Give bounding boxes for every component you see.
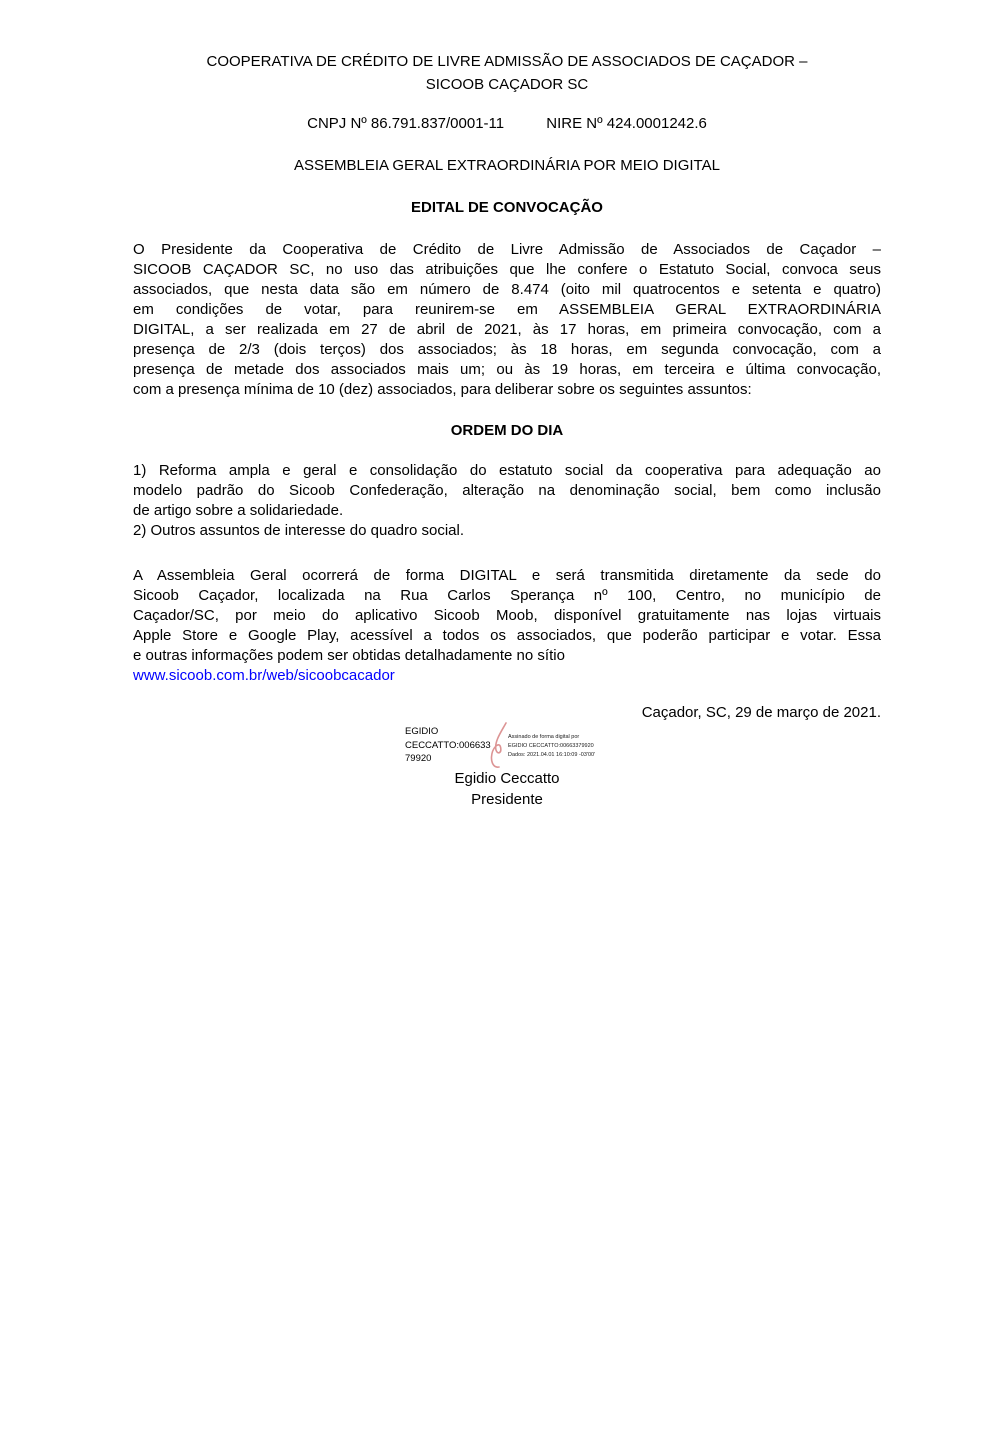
registration-ids	[133, 114, 881, 134]
document-content	[133, 50, 881, 843]
assembly-info-paragraph	[133, 566, 881, 666]
text-line: presença de 2/3 (dois terços) dos associados; às 18 horas, em segunda convocação, com a	[133, 341, 881, 358]
meeting-type-title: ASSEMBLEIA GERAL EXTRAORDINÁRIA POR MEIO DIGITAL	[294, 157, 720, 174]
text-line: Assinado de forma digital por	[508, 734, 580, 740]
nire-number: NIRE Nº 424.0001242.6	[546, 115, 707, 132]
text-line: EGIDIO	[405, 726, 439, 737]
text-line: de artigo sobre a solidariedade.	[133, 502, 344, 519]
text-line: CECCATTO:006633	[405, 739, 491, 751]
text-line: A Assembleia Geral ocorrerá de forma DIGITAL e será transmitida diretamente da sede do	[133, 567, 881, 584]
signature-details	[508, 733, 613, 760]
intro-paragraph	[133, 240, 881, 400]
text-line: Dados: 2021.04.01 16:10:09 -03'00'	[508, 752, 596, 758]
text-line: presença de metade dos associados mais um; ou às 19 horas, em terceira e última convocação,	[133, 361, 881, 378]
text-line: modelo padrão do Sicoob Confederação, alteração na denominação social, bem como inclusão	[133, 482, 881, 499]
organization-name	[133, 50, 881, 96]
document-title: EDITAL DE CONVOCAÇÃO	[411, 199, 603, 216]
text-line: O Presidente da Cooperativa de Crédito de Livre Admissão de Associados de Caçador –	[133, 241, 881, 258]
text-line: 2) Outros assuntos de interesse do quadro social.	[133, 522, 465, 539]
text-line: associados, que nesta data são em número de 8.474 (oito mil quatrocentos e setenta e quatro)	[133, 281, 881, 298]
text-line: e outras informações podem ser obtidas detalhadamente no sítio	[133, 647, 565, 664]
digital-signature-stamp[interactable]	[405, 725, 635, 775]
text-line: Caçador/SC, por meio do aplicativo Sicoob Moob, disponível gratuitamente nas lojas virtuais	[133, 607, 881, 624]
agenda-item-2	[133, 521, 881, 541]
text-line: 1) Reforma ampla e geral e consolidação do estatuto social da cooperativa para adequação ao	[133, 462, 881, 479]
cnpj-number: CNPJ Nº 86.791.837/0001-11	[307, 115, 505, 132]
text-line: COOPERATIVA DE CRÉDITO DE LIVRE ADMISSÃO DE ASSOCIADOS DE CAÇADOR –	[206, 53, 808, 70]
agenda-title: ORDEM DO DIA	[450, 422, 564, 439]
text-line: SICOOB CAÇADOR SC	[425, 76, 589, 93]
signature-area	[133, 723, 881, 843]
text-line: Sicoob Caçador, localizada na Rua Carlos Sperança nº 100, Centro, no município de	[133, 587, 881, 604]
text-line: SICOOB CAÇADOR SC, no uso das atribuições que lhe confere o Estatuto Social, convoca seus	[133, 261, 881, 278]
text-line: em condições de votar, para reunirem-se em ASSEMBLEIA GERAL EXTRAORDINÁRIA	[133, 301, 881, 318]
text-line: 79920	[405, 753, 432, 764]
text-line: Apple Store e Google Play, acessível a todos os associados, que poderão participar e votar. Essa	[133, 627, 881, 644]
website-link-line	[133, 666, 881, 686]
date-place-line: Caçador, SC, 29 de março de 2021.	[641, 704, 881, 721]
agenda-item-1	[133, 461, 881, 521]
text-line: EGIDIO CECCATTO:00663379920	[508, 743, 594, 749]
signer-role: Presidente	[471, 791, 543, 808]
text-line: com a presença mínima de 10 (dez) associados, para deliberar sobre os seguintes assuntos:	[133, 381, 752, 398]
website-link[interactable]: www.sicoob.com.br/web/sicoobcacador	[133, 667, 395, 684]
signature-flourish-icon	[487, 722, 509, 772]
text-line: DIGITAL, a ser realizada em 27 de abril de 2021, às 17 horas, em primeira convocação, com a	[133, 321, 881, 338]
signer-name: Egidio Ceccatto	[454, 770, 560, 787]
